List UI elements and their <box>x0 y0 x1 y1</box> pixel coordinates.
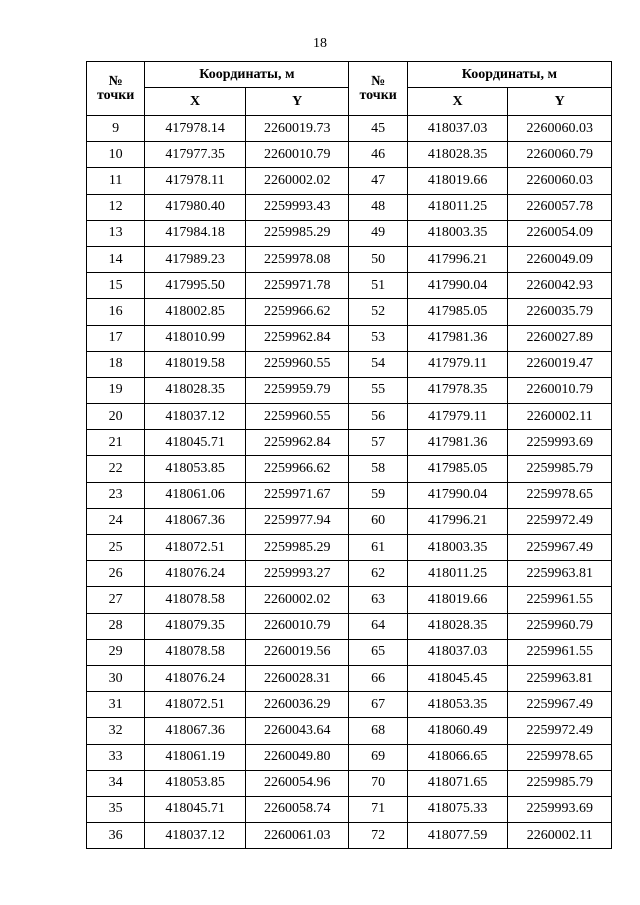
x-coordinate-cell: 418028.35 <box>407 613 508 639</box>
y-coordinate-cell: 2259972.49 <box>508 718 612 744</box>
point-number-cell: 28 <box>87 613 145 639</box>
point-number-cell: 72 <box>349 823 407 849</box>
y-coordinate-cell: 2260060.79 <box>508 142 612 168</box>
x-coordinate-cell: 418019.66 <box>407 168 508 194</box>
point-number-cell: 65 <box>349 639 407 665</box>
y-coordinate-cell: 2259962.84 <box>245 430 349 456</box>
y-coordinate-cell: 2260019.73 <box>245 116 349 142</box>
point-number-cell: 48 <box>349 194 407 220</box>
x-coordinate-cell: 418037.12 <box>145 823 246 849</box>
table-row <box>87 194 612 220</box>
x-coordinate-cell: 417996.21 <box>407 246 508 272</box>
number-sign: № <box>108 73 123 89</box>
y-coordinate-cell: 2260027.89 <box>508 325 612 351</box>
point-number-cell: 25 <box>87 535 145 561</box>
y-coordinate-cell: 2260019.47 <box>508 351 612 377</box>
header-row-1 <box>87 62 612 88</box>
y-coordinate-cell: 2259966.62 <box>245 299 349 325</box>
table-row <box>87 665 612 691</box>
table-row <box>87 325 612 351</box>
point-number-cell: 61 <box>349 535 407 561</box>
x-coordinate-cell: 417995.50 <box>145 273 246 299</box>
y-coordinate-cell: 2259960.55 <box>245 404 349 430</box>
point-number-cell: 13 <box>87 220 145 246</box>
point-number-cell: 24 <box>87 508 145 534</box>
point-number-cell: 16 <box>87 299 145 325</box>
table-row <box>87 770 612 796</box>
point-number-cell: 27 <box>87 587 145 613</box>
y-header-right: Y <box>508 88 612 116</box>
x-coordinate-cell: 417996.21 <box>407 508 508 534</box>
y-coordinate-cell: 2259993.69 <box>508 430 612 456</box>
point-number-cell: 60 <box>349 508 407 534</box>
y-coordinate-cell: 2259978.08 <box>245 246 349 272</box>
point-number-cell: 21 <box>87 430 145 456</box>
point-number-cell: 15 <box>87 273 145 299</box>
point-number-cell: 36 <box>87 823 145 849</box>
point-number-cell: 32 <box>87 718 145 744</box>
x-coordinate-cell: 417978.14 <box>145 116 246 142</box>
point-number-cell: 50 <box>349 246 407 272</box>
y-coordinate-cell: 2260010.79 <box>508 377 612 403</box>
table-row <box>87 508 612 534</box>
table-row <box>87 796 612 822</box>
y-coordinate-cell: 2260010.79 <box>245 613 349 639</box>
table-row <box>87 430 612 456</box>
x-coordinate-cell: 418078.58 <box>145 587 246 613</box>
table-row <box>87 639 612 665</box>
point-number-cell: 47 <box>349 168 407 194</box>
y-coordinate-cell: 2260061.03 <box>245 823 349 849</box>
table-row <box>87 299 612 325</box>
table-row <box>87 351 612 377</box>
point-number-cell: 35 <box>87 796 145 822</box>
x-coordinate-cell: 418019.66 <box>407 587 508 613</box>
y-coordinate-cell: 2260035.79 <box>508 299 612 325</box>
x-coordinate-cell: 418003.35 <box>407 535 508 561</box>
y-coordinate-cell: 2259963.81 <box>508 665 612 691</box>
y-coordinate-cell: 2259985.29 <box>245 535 349 561</box>
x-coordinate-cell: 418037.03 <box>407 116 508 142</box>
point-number-cell: 67 <box>349 692 407 718</box>
y-coordinate-cell: 2259963.81 <box>508 561 612 587</box>
x-coordinate-cell: 417980.40 <box>145 194 246 220</box>
y-coordinate-cell: 2259978.65 <box>508 744 612 770</box>
point-number-cell: 45 <box>349 116 407 142</box>
x-coordinate-cell: 417978.35 <box>407 377 508 403</box>
y-coordinate-cell: 2260002.11 <box>508 404 612 430</box>
y-coordinate-cell: 2260010.79 <box>245 142 349 168</box>
x-coordinate-cell: 417984.18 <box>145 220 246 246</box>
x-coordinate-cell: 417981.36 <box>407 430 508 456</box>
point-number-cell: 68 <box>349 718 407 744</box>
number-sign: № <box>371 73 386 89</box>
x-coordinate-cell: 418072.51 <box>145 692 246 718</box>
x-coordinate-cell: 418078.58 <box>145 639 246 665</box>
y-coordinate-cell: 2260054.09 <box>508 220 612 246</box>
y-coordinate-cell: 2260049.09 <box>508 246 612 272</box>
table-row <box>87 718 612 744</box>
coordinates-table <box>86 61 612 849</box>
point-number-cell: 26 <box>87 561 145 587</box>
x-coordinate-cell: 418002.85 <box>145 299 246 325</box>
x-coordinate-cell: 418061.06 <box>145 482 246 508</box>
point-number-cell: 31 <box>87 692 145 718</box>
x-coordinate-cell: 418019.58 <box>145 351 246 377</box>
point-number-header-right <box>349 62 407 116</box>
x-coordinate-cell: 417990.04 <box>407 482 508 508</box>
y-coordinate-cell: 2259966.62 <box>245 456 349 482</box>
point-number-cell: 12 <box>87 194 145 220</box>
x-header-left: X <box>145 88 246 116</box>
y-coordinate-cell: 2260002.02 <box>245 587 349 613</box>
x-coordinate-cell: 418003.35 <box>407 220 508 246</box>
x-coordinate-cell: 418028.35 <box>145 377 246 403</box>
x-coordinate-cell: 417979.11 <box>407 351 508 377</box>
y-coordinate-cell: 2259971.78 <box>245 273 349 299</box>
point-number-header-left <box>87 62 145 116</box>
table-row <box>87 561 612 587</box>
point-number-cell: 10 <box>87 142 145 168</box>
x-coordinate-cell: 418028.35 <box>407 142 508 168</box>
point-number-cell: 58 <box>349 456 407 482</box>
point-number-cell: 51 <box>349 273 407 299</box>
table-row <box>87 377 612 403</box>
y-coordinate-cell: 2259972.49 <box>508 508 612 534</box>
table-row <box>87 116 612 142</box>
table-row <box>87 246 612 272</box>
y-coordinate-cell: 2260036.29 <box>245 692 349 718</box>
point-number-cell: 63 <box>349 587 407 613</box>
point-word: точки <box>96 87 135 103</box>
y-coordinate-cell: 2259977.94 <box>245 508 349 534</box>
y-coordinate-cell: 2259993.43 <box>245 194 349 220</box>
x-coordinate-cell: 418037.12 <box>145 404 246 430</box>
x-coordinate-cell: 417985.05 <box>407 299 508 325</box>
y-coordinate-cell: 2259959.79 <box>245 377 349 403</box>
x-coordinate-cell: 418011.25 <box>407 561 508 587</box>
table-row <box>87 142 612 168</box>
table-row <box>87 273 612 299</box>
y-coordinate-cell: 2260028.31 <box>245 665 349 691</box>
point-number-cell: 70 <box>349 770 407 796</box>
point-number-cell: 20 <box>87 404 145 430</box>
point-number-cell: 29 <box>87 639 145 665</box>
x-coordinate-cell: 418045.71 <box>145 796 246 822</box>
x-coordinate-cell: 418060.49 <box>407 718 508 744</box>
x-coordinate-cell: 418045.45 <box>407 665 508 691</box>
x-header-right: X <box>407 88 508 116</box>
y-coordinate-cell: 2259962.84 <box>245 325 349 351</box>
y-coordinate-cell: 2259978.65 <box>508 482 612 508</box>
table-row <box>87 168 612 194</box>
y-coordinate-cell: 2259985.29 <box>245 220 349 246</box>
point-number-cell: 64 <box>349 613 407 639</box>
point-number-cell: 66 <box>349 665 407 691</box>
point-number-cell: 14 <box>87 246 145 272</box>
x-coordinate-cell: 418067.36 <box>145 508 246 534</box>
x-coordinate-cell: 418053.85 <box>145 770 246 796</box>
x-coordinate-cell: 417977.35 <box>145 142 246 168</box>
point-number-cell: 30 <box>87 665 145 691</box>
y-coordinate-cell: 2260060.03 <box>508 116 612 142</box>
point-number-cell: 62 <box>349 561 407 587</box>
y-coordinate-cell: 2260054.96 <box>245 770 349 796</box>
coordinates-header-left: Координаты, м <box>145 62 349 88</box>
y-coordinate-cell: 2259961.55 <box>508 587 612 613</box>
y-coordinate-cell: 2260049.80 <box>245 744 349 770</box>
y-coordinate-cell: 2259960.55 <box>245 351 349 377</box>
x-coordinate-cell: 418076.24 <box>145 665 246 691</box>
y-coordinate-cell: 2259967.49 <box>508 535 612 561</box>
y-coordinate-cell: 2260057.78 <box>508 194 612 220</box>
x-coordinate-cell: 417985.05 <box>407 456 508 482</box>
x-coordinate-cell: 418037.03 <box>407 639 508 665</box>
point-number-cell: 11 <box>87 168 145 194</box>
x-coordinate-cell: 418075.33 <box>407 796 508 822</box>
y-coordinate-cell: 2259985.79 <box>508 456 612 482</box>
y-coordinate-cell: 2260019.56 <box>245 639 349 665</box>
x-coordinate-cell: 418053.35 <box>407 692 508 718</box>
table-row <box>87 482 612 508</box>
x-coordinate-cell: 418072.51 <box>145 535 246 561</box>
point-number-cell: 57 <box>349 430 407 456</box>
point-number-cell: 18 <box>87 351 145 377</box>
x-coordinate-cell: 418077.59 <box>407 823 508 849</box>
y-coordinate-cell: 2259961.55 <box>508 639 612 665</box>
point-number-cell: 53 <box>349 325 407 351</box>
y-coordinate-cell: 2259993.69 <box>508 796 612 822</box>
y-header-left: Y <box>245 88 349 116</box>
point-number-cell: 59 <box>349 482 407 508</box>
x-coordinate-cell: 418011.25 <box>407 194 508 220</box>
x-coordinate-cell: 417978.11 <box>145 168 246 194</box>
point-number-cell: 33 <box>87 744 145 770</box>
y-coordinate-cell: 2260042.93 <box>508 273 612 299</box>
point-number-cell: 34 <box>87 770 145 796</box>
y-coordinate-cell: 2259993.27 <box>245 561 349 587</box>
x-coordinate-cell: 418061.19 <box>145 744 246 770</box>
x-coordinate-cell: 418053.85 <box>145 456 246 482</box>
point-number-cell: 55 <box>349 377 407 403</box>
y-coordinate-cell: 2260060.03 <box>508 168 612 194</box>
y-coordinate-cell: 2259967.49 <box>508 692 612 718</box>
point-number-cell: 69 <box>349 744 407 770</box>
x-coordinate-cell: 417979.11 <box>407 404 508 430</box>
y-coordinate-cell: 2259960.79 <box>508 613 612 639</box>
coordinates-header-right: Координаты, м <box>407 62 611 88</box>
point-word: точки <box>359 87 397 103</box>
table-row <box>87 587 612 613</box>
x-coordinate-cell: 418066.65 <box>407 744 508 770</box>
point-number-cell: 23 <box>87 482 145 508</box>
x-coordinate-cell: 418076.24 <box>145 561 246 587</box>
table-row <box>87 823 612 849</box>
y-coordinate-cell: 2260058.74 <box>245 796 349 822</box>
point-number-cell: 56 <box>349 404 407 430</box>
table-row <box>87 744 612 770</box>
x-coordinate-cell: 417990.04 <box>407 273 508 299</box>
page-number: 18 <box>313 36 327 51</box>
point-number-cell: 52 <box>349 299 407 325</box>
table-row <box>87 220 612 246</box>
x-coordinate-cell: 417981.36 <box>407 325 508 351</box>
table-row <box>87 535 612 561</box>
y-coordinate-cell: 2260002.02 <box>245 168 349 194</box>
y-coordinate-cell: 2260002.11 <box>508 823 612 849</box>
x-coordinate-cell: 418010.99 <box>145 325 246 351</box>
point-number-cell: 46 <box>349 142 407 168</box>
point-number-cell: 9 <box>87 116 145 142</box>
point-number-cell: 17 <box>87 325 145 351</box>
y-coordinate-cell: 2259985.79 <box>508 770 612 796</box>
point-number-cell: 71 <box>349 796 407 822</box>
table-body <box>87 116 612 849</box>
x-coordinate-cell: 418045.71 <box>145 430 246 456</box>
y-coordinate-cell: 2259971.67 <box>245 482 349 508</box>
point-number-cell: 19 <box>87 377 145 403</box>
table-row <box>87 692 612 718</box>
point-number-cell: 22 <box>87 456 145 482</box>
x-coordinate-cell: 417989.23 <box>145 246 246 272</box>
x-coordinate-cell: 418067.36 <box>145 718 246 744</box>
point-number-cell: 54 <box>349 351 407 377</box>
table-row <box>87 404 612 430</box>
point-number-cell: 49 <box>349 220 407 246</box>
y-coordinate-cell: 2260043.64 <box>245 718 349 744</box>
table-row <box>87 613 612 639</box>
x-coordinate-cell: 418079.35 <box>145 613 246 639</box>
table-row <box>87 456 612 482</box>
x-coordinate-cell: 418071.65 <box>407 770 508 796</box>
